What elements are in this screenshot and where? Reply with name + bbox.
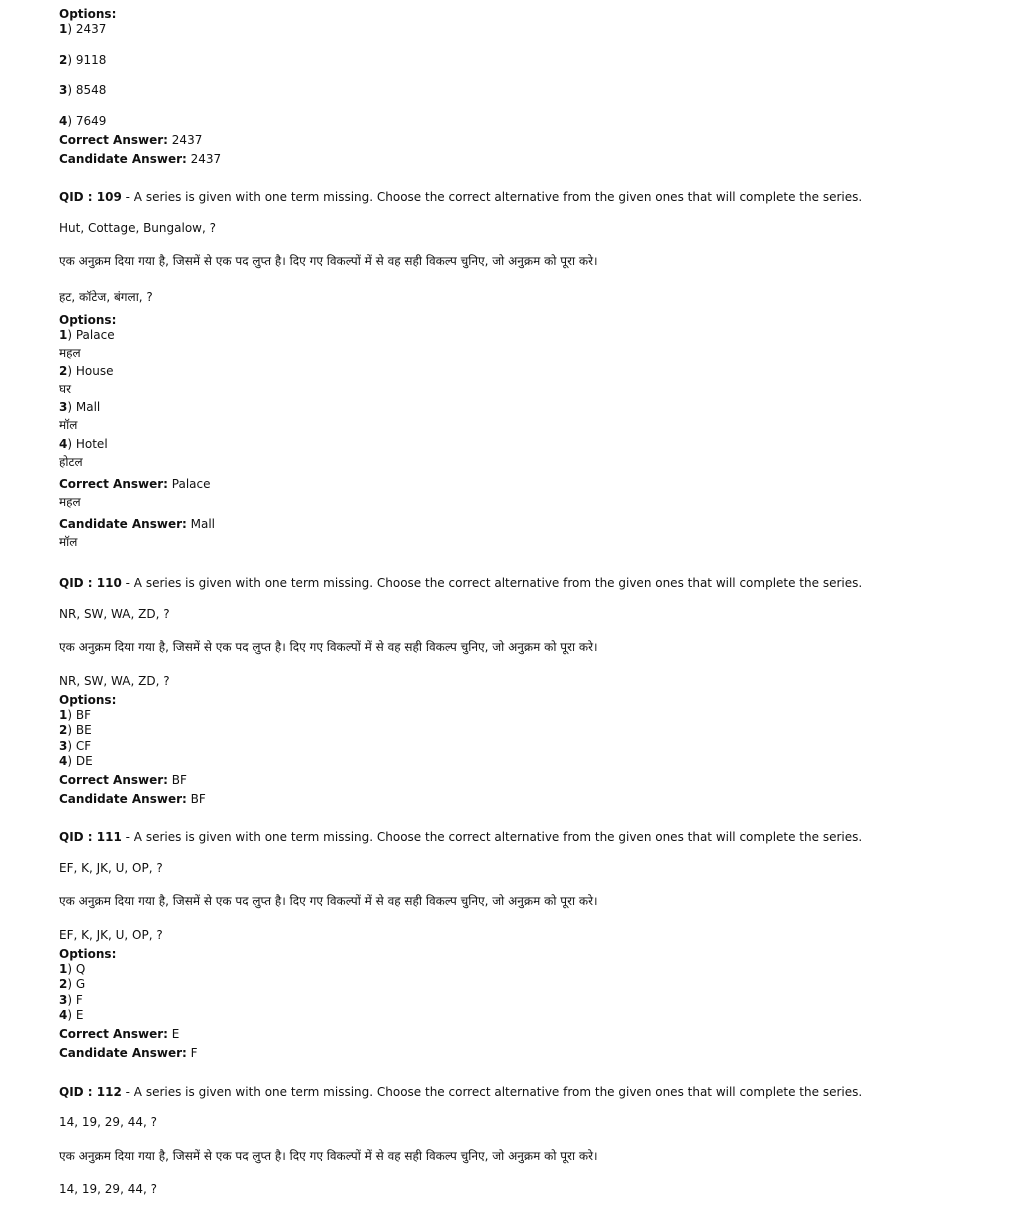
correct-answer: Correct Answer: Palace	[59, 477, 211, 491]
option-1-hindi: महल	[59, 346, 81, 360]
series-112-hindi: 14, 19, 29, 44, ?	[59, 1182, 157, 1196]
options-label: Options:	[59, 313, 117, 327]
option-1: 1) Q	[59, 962, 86, 976]
question-110-hindi: एक अनुक्रम दिया गया है, जिसमें से एक पद लुप्त है। दिए गए विकल्पों में से वह सही विकल्प चुनिए, जो अनुक्रम को पूरा करे।	[59, 640, 598, 654]
question-112: QID : 112 - A series is given with one term missing. Choose the correct alternative from the given ones that will complete the series.	[59, 1085, 863, 1099]
option-1: 1) 2437	[59, 22, 107, 36]
option-4: 4) E	[59, 1008, 84, 1022]
question-109-hindi: एक अनुक्रम दिया गया है, जिसमें से एक पद लुप्त है। दिए गए विकल्पों में से वह सही विकल्प चुनिए, जो अनुक्रम को पूरा करे।	[59, 254, 598, 268]
option-3: 3) 8548	[59, 83, 107, 97]
correct-answer: Correct Answer: BF	[59, 773, 187, 787]
series-110-hindi: NR, SW, WA, ZD, ?	[59, 674, 170, 688]
option-3-hindi: मॉल	[59, 418, 78, 432]
options-label: Options:	[59, 947, 117, 961]
option-2: 2) G	[59, 977, 86, 991]
candidate-answer-hindi: मॉल	[59, 535, 78, 549]
option-2: 2) 9118	[59, 53, 107, 67]
question-111: QID : 111 - A series is given with one term missing. Choose the correct alternative from the given ones that will complete the series.	[59, 830, 863, 844]
question-111-hindi: एक अनुक्रम दिया गया है, जिसमें से एक पद लुप्त है। दिए गए विकल्पों में से वह सही विकल्प चुनिए, जो अनुक्रम को पूरा करे।	[59, 894, 598, 908]
series-109-hindi: हट, कॉटेज, बंगला, ?	[59, 290, 153, 304]
option-1: 1) Palace	[59, 328, 115, 342]
correct-answer-hindi: महल	[59, 495, 81, 509]
option-2-hindi: घर	[59, 382, 72, 396]
correct-answer: Correct Answer: E	[59, 1027, 180, 1041]
option-4-hindi: होटल	[59, 455, 83, 469]
question-110: QID : 110 - A series is given with one term missing. Choose the correct alternative from the given ones that will complete the series.	[59, 576, 863, 590]
option-2: 2) House	[59, 364, 114, 378]
series-111-hindi: EF, K, JK, U, OP, ?	[59, 928, 163, 942]
option-2: 2) BE	[59, 723, 92, 737]
series-109: Hut, Cottage, Bungalow, ?	[59, 221, 216, 235]
options-label: Options:	[59, 693, 117, 707]
option-1: 1) BF	[59, 708, 91, 722]
candidate-answer: Candidate Answer: BF	[59, 792, 206, 806]
question-109: QID : 109 - A series is given with one term missing. Choose the correct alternative from the given ones that will complete the series.	[59, 190, 863, 204]
series-110: NR, SW, WA, ZD, ?	[59, 607, 170, 621]
option-3: 3) F	[59, 993, 83, 1007]
options-label: Options:	[59, 7, 117, 21]
candidate-answer: Candidate Answer: F	[59, 1046, 198, 1060]
candidate-answer: Candidate Answer: 2437	[59, 152, 222, 166]
correct-answer: Correct Answer: 2437	[59, 133, 203, 147]
series-112: 14, 19, 29, 44, ?	[59, 1115, 157, 1129]
option-3: 3) CF	[59, 739, 92, 753]
option-3: 3) Mall	[59, 400, 101, 414]
option-4: 4) Hotel	[59, 437, 108, 451]
series-111: EF, K, JK, U, OP, ?	[59, 861, 163, 875]
option-4: 4) DE	[59, 754, 93, 768]
question-112-hindi: एक अनुक्रम दिया गया है, जिसमें से एक पद लुप्त है। दिए गए विकल्पों में से वह सही विकल्प चुनिए, जो अनुक्रम को पूरा करे।	[59, 1149, 598, 1163]
candidate-answer: Candidate Answer: Mall	[59, 517, 216, 531]
option-4: 4) 7649	[59, 114, 107, 128]
